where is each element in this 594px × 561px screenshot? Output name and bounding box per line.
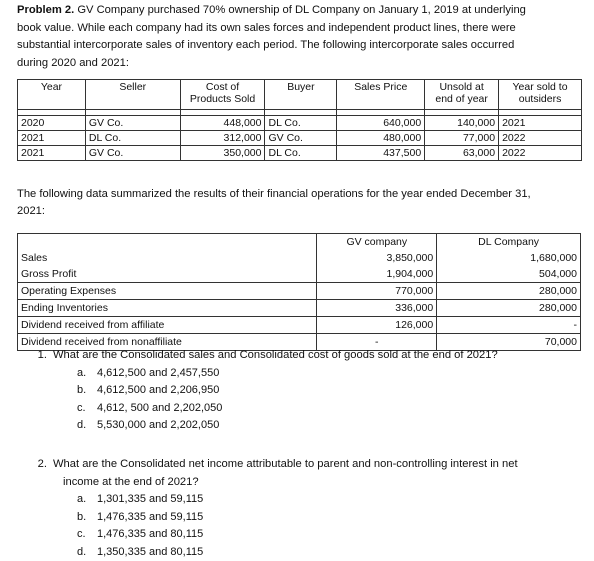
problem-intro <box>17 2 587 72</box>
cell-year-sold: 2022 <box>499 131 582 146</box>
results-intro-line-2: 2021: <box>17 205 45 217</box>
cell-gv: 336,000 <box>317 300 437 317</box>
cell-dl: 504,000 <box>437 266 581 283</box>
option-list <box>17 365 498 435</box>
cell-gv: 3,850,000 <box>317 250 437 266</box>
cell-sales-price: 437,500 <box>337 146 425 161</box>
cell-seller: GV Co. <box>85 116 180 131</box>
cell-unsold: 63,000 <box>425 146 499 161</box>
cell-unsold: 140,000 <box>425 116 499 131</box>
cell-sales-price: 480,000 <box>337 131 425 146</box>
question-1 <box>17 347 498 435</box>
intercorporate-sales-table <box>17 79 582 161</box>
row-label: Dividend received from nonaffiliate <box>18 334 317 351</box>
intro-line-4: during 2020 and 2021: <box>17 57 129 69</box>
option-b: b. 4,612,500 and 2,206,950 <box>77 382 498 400</box>
cell-buyer: DL Co. <box>265 146 337 161</box>
question-number: 2. <box>27 456 47 474</box>
table-row <box>18 266 581 283</box>
problem-label: Problem 2. <box>17 4 74 16</box>
results-intro <box>17 186 587 220</box>
row-label: Sales <box>18 250 317 266</box>
financial-results-table <box>17 233 581 351</box>
intro-line-2: book value. While each company had its own sales forces and independent product lines, there were <box>17 22 516 34</box>
option-list <box>17 491 587 561</box>
header-dl-company: DL Company <box>437 234 581 251</box>
table-header-row <box>18 80 582 110</box>
table-row <box>18 146 582 161</box>
cell-seller: GV Co. <box>85 146 180 161</box>
question-2 <box>17 456 587 561</box>
header-sales-price: Sales Price <box>337 80 425 110</box>
header-year-sold: Year sold to outsiders <box>499 80 582 110</box>
question-text: What are the Consolidated sales and Consolidated cost of goods sold at the end of 2021? <box>53 349 498 361</box>
intro-line-1: GV Company purchased 70% ownership of DL Company on January 1, 2019 at underlying <box>77 4 526 16</box>
cell-gv: 126,000 <box>317 317 437 334</box>
header-seller: Seller <box>85 80 180 110</box>
table-row <box>18 116 582 131</box>
cell-year-sold: 2022 <box>499 146 582 161</box>
cell-gv: 1,904,000 <box>317 266 437 283</box>
option-b: b. 1,476,335 and 59,115 <box>77 509 587 527</box>
cell-cost: 350,000 <box>180 146 265 161</box>
header-unsold: Unsold at end of year <box>425 80 499 110</box>
cell-dl: 280,000 <box>437 283 581 300</box>
cell-year-sold: 2021 <box>499 116 582 131</box>
cell-dl: 280,000 <box>437 300 581 317</box>
option-d: d. 5,530,000 and 2,202,050 <box>77 417 498 435</box>
cell-year: 2021 <box>18 146 86 161</box>
header-year: Year <box>18 80 86 110</box>
option-c: c. 1,476,335 and 80,115 <box>77 526 587 544</box>
row-label: Gross Profit <box>18 266 317 283</box>
results-intro-line-1: The following data summarized the results of their financial operations for the year ended December 31, <box>17 188 531 200</box>
cell-year: 2021 <box>18 131 86 146</box>
cell-seller: DL Co. <box>85 131 180 146</box>
intro-line-3: substantial intercorporate sales of inventory each period. The following intercorporate sales occurred <box>17 39 514 51</box>
cell-unsold: 77,000 <box>425 131 499 146</box>
cell-cost: 312,000 <box>180 131 265 146</box>
cell-gv: 770,000 <box>317 283 437 300</box>
table-row <box>18 131 582 146</box>
table-row <box>18 283 581 300</box>
cell-gv: - <box>317 334 437 351</box>
cell-buyer: GV Co. <box>265 131 337 146</box>
option-d: d. 1,350,335 and 80,115 <box>77 544 587 561</box>
cell-dl: - <box>437 317 581 334</box>
header-gv-company: GV company <box>317 234 437 251</box>
results-header-row <box>18 234 581 251</box>
table-row <box>18 300 581 317</box>
option-a: a. 1,301,335 and 59,115 <box>77 491 587 509</box>
cell-year: 2020 <box>18 116 86 131</box>
cell-buyer: DL Co. <box>265 116 337 131</box>
row-label: Operating Expenses <box>18 283 317 300</box>
option-a: a. 4,612,500 and 2,457,550 <box>77 365 498 383</box>
row-label: Dividend received from affiliate <box>18 317 317 334</box>
header-buyer: Buyer <box>265 80 337 110</box>
question-number: 1. <box>27 347 47 365</box>
table-row <box>18 317 581 334</box>
cell-sales-price: 640,000 <box>337 116 425 131</box>
header-cost: Cost of Products Sold <box>180 80 265 110</box>
cell-dl: 70,000 <box>437 334 581 351</box>
cell-dl: 1,680,000 <box>437 250 581 266</box>
table-row <box>18 250 581 266</box>
option-c: c. 4,612, 500 and 2,202,050 <box>77 400 498 418</box>
cell-cost: 448,000 <box>180 116 265 131</box>
question-text: What are the Consolidated net income attributable to parent and non-controlling interest in net <box>53 458 518 470</box>
question-text-cont: income at the end of 2021? <box>17 474 587 492</box>
row-label: Ending Inventories <box>18 300 317 317</box>
